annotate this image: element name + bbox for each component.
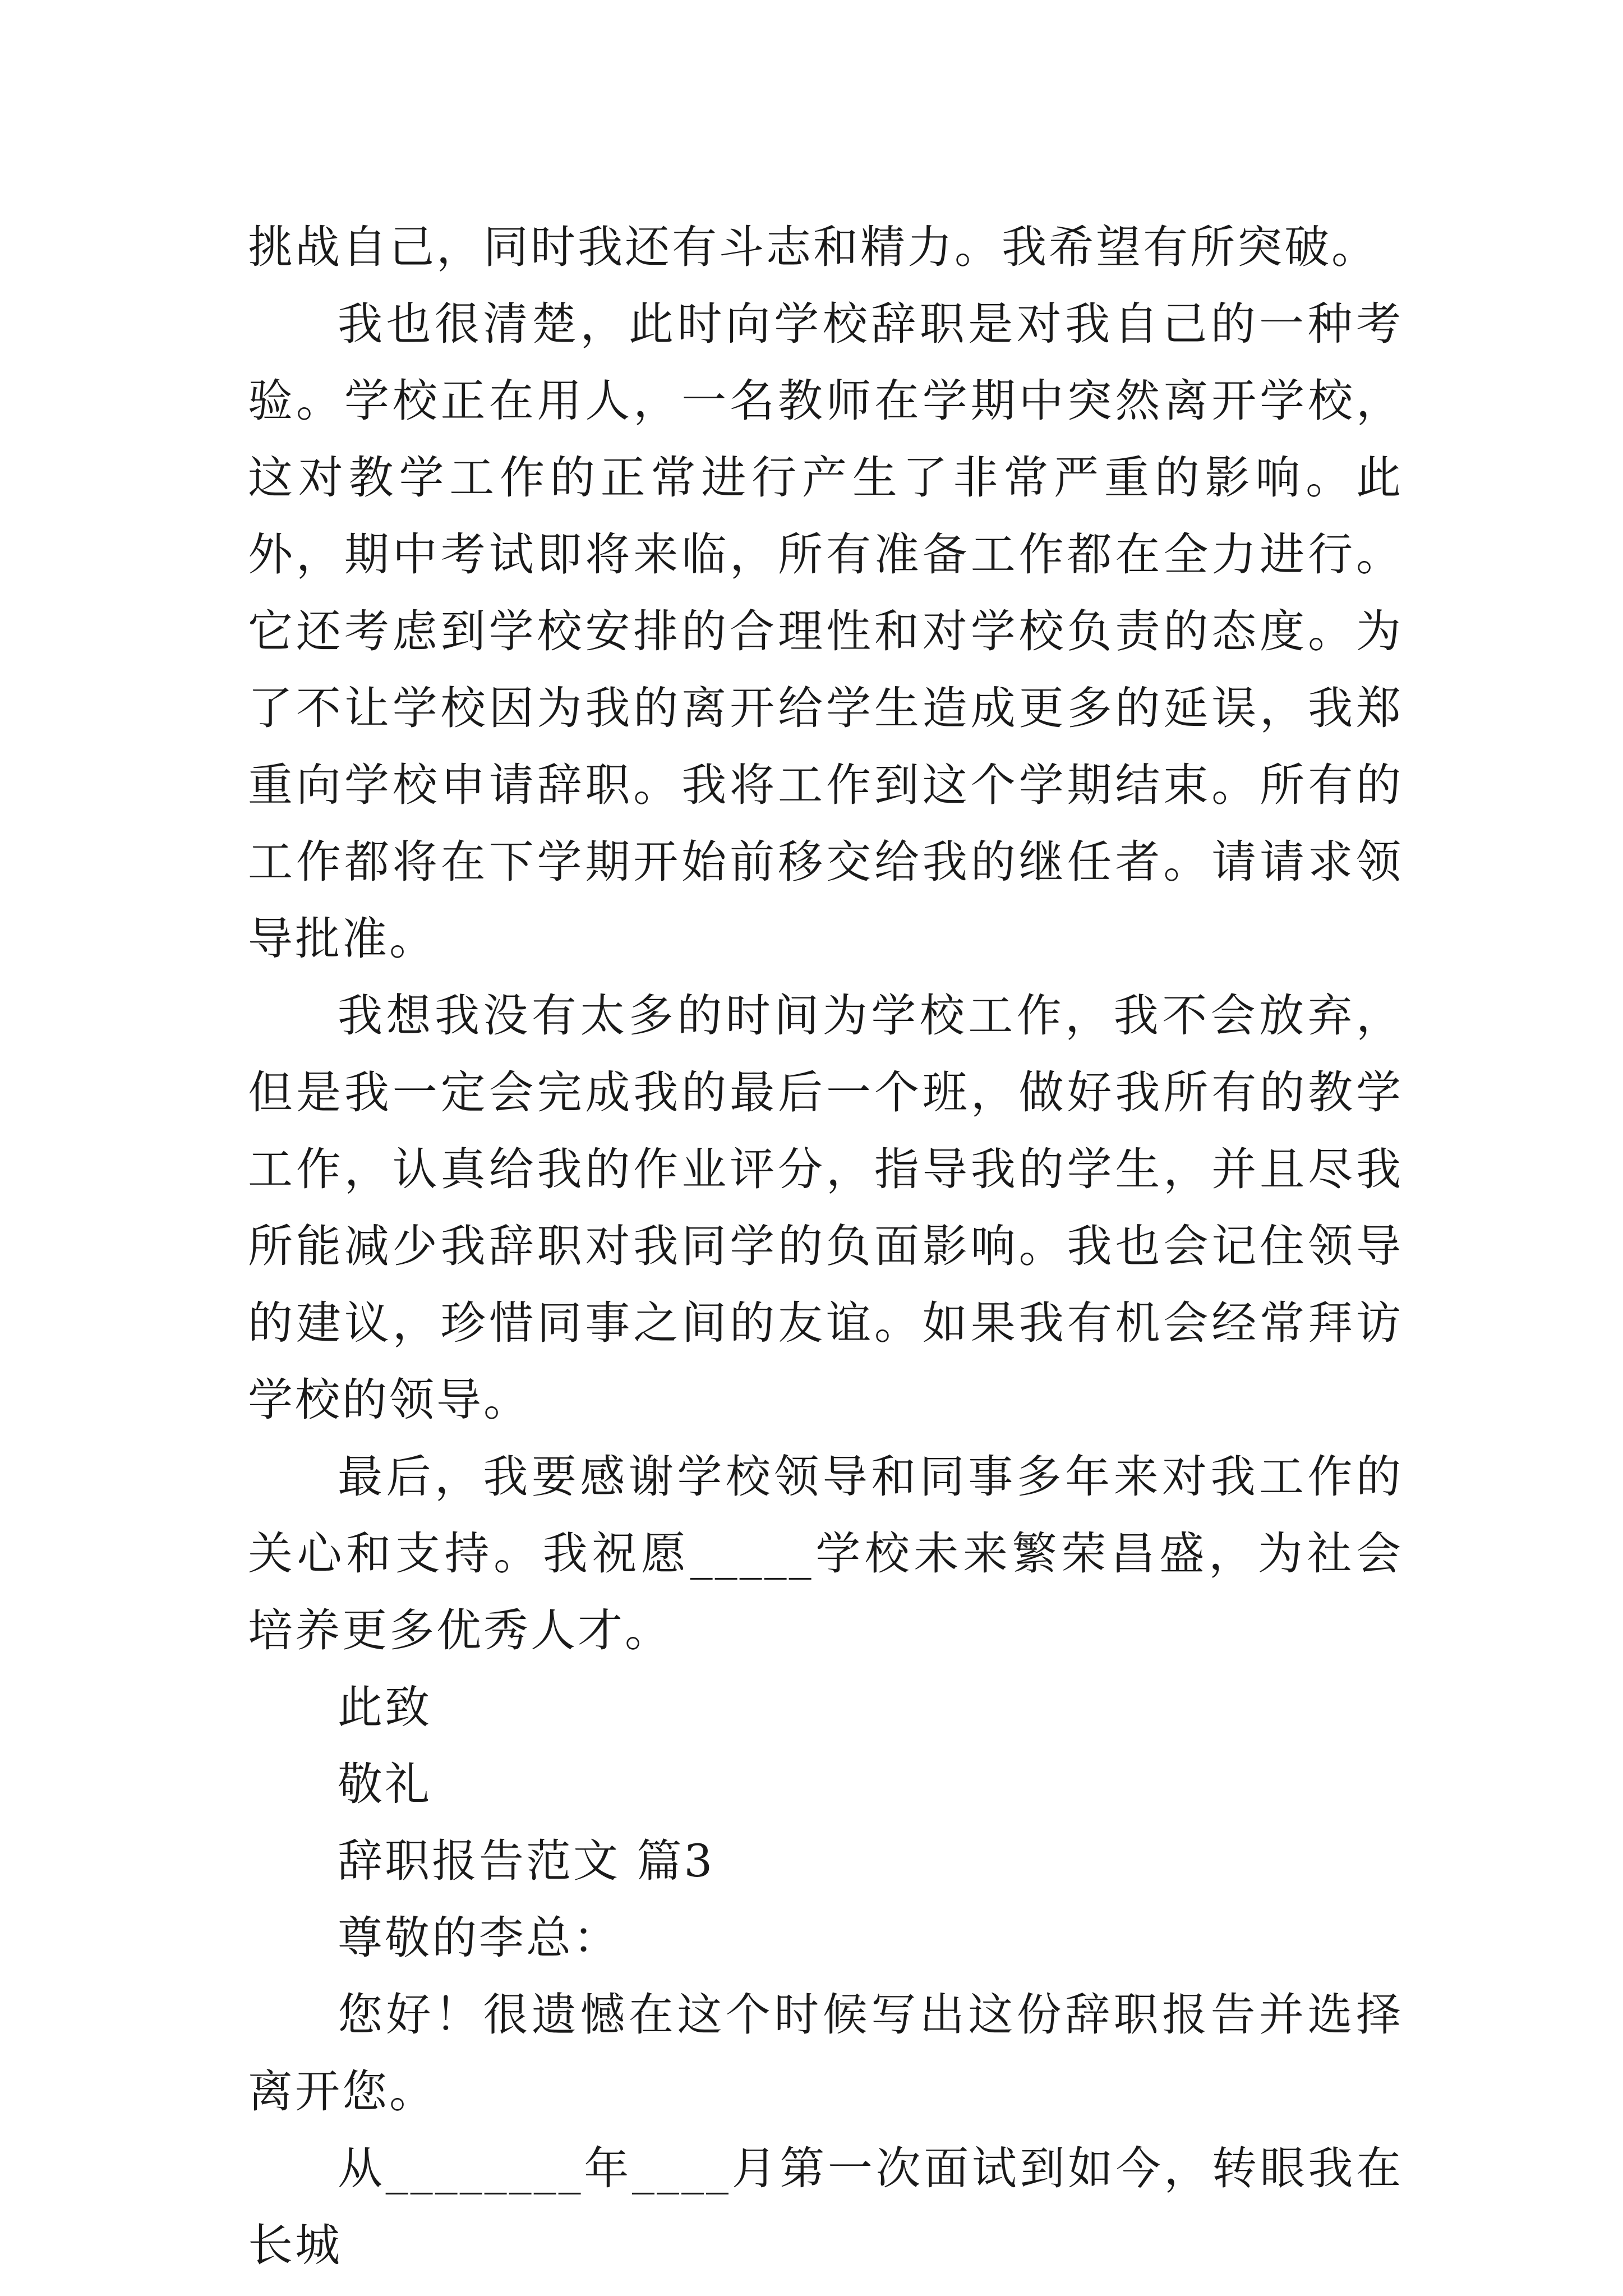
letter-greeting: 尊敬的李总： <box>338 1912 620 1964</box>
document-body <box>248 209 1403 2284</box>
closing-regards: 敬礼 <box>338 1758 432 1810</box>
paragraph-resignation-reason: 我也很清楚，此时向学校辞职是对我自己的一种考验。学校正在用人，一名教师在学期中突然离开学校，这对教学工作的正常进行产生了非常严重的影响。此外，期中考试即将来临，所有准备工作都在全力进行。它还考虑到学校安排的合理性和对学校负责的态度。为了不让学校因为我的离开给学生造成更多的延误，我郑重向学校申请辞职。我将工作到这个学期结束。所有的工作都将在下学期开始前移交给我的继任者。请请求领导批准。 <box>248 298 1403 965</box>
paragraph-opening: 您好！很遗憾在这个时候写出这份辞职报告并选择离开您。 <box>248 1989 1403 2118</box>
paragraph-commitment: 我想我没有太多的时间为学校工作，我不会放弃，但是我一定会完成我的最后一个班，做好我所有的教学工作，认真给我的作业评分，指导我的学生，并且尽我所能减少我辞职对我同学的负面影响。我也会记住领导的建议，珍惜同事之间的友谊。如果我有机会经常拜访学校的领导。 <box>248 990 1403 1426</box>
closing-salutation: 此致 <box>338 1681 432 1733</box>
paragraph-history: 从________年____月第一次面试到如今，转眼我在长城 <box>248 2142 1403 2271</box>
section-heading: 辞职报告范文 篇3 <box>338 1835 715 1887</box>
paragraph-continuation: 挑战自己，同时我还有斗志和精力。我希望有所突破。 <box>248 221 1378 273</box>
paragraph-thanks: 最后，我要感谢学校领导和同事多年来对我工作的关心和支持。我祝愿_____学校未来繁荣昌盛，为社会培养更多优秀人才。 <box>248 1451 1403 1657</box>
